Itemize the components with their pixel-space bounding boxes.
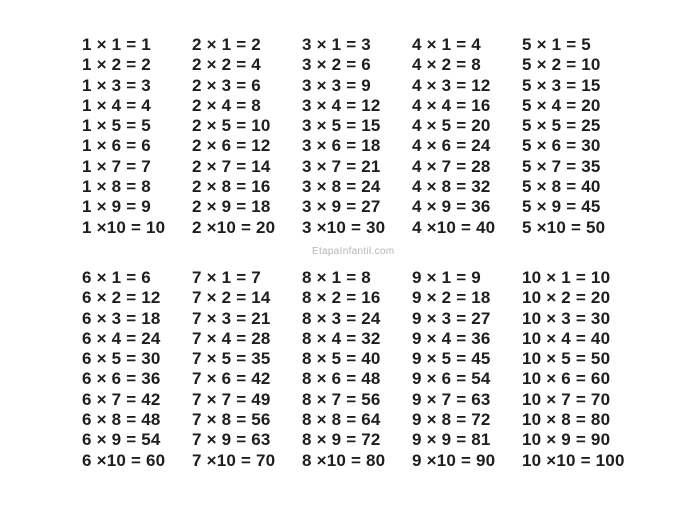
times-table-8 <box>302 268 412 471</box>
multiplication-fact: 4 × 9 = 36 <box>412 197 491 217</box>
multiplication-fact: 10 × 7 = 70 <box>522 389 611 409</box>
multiplication-fact: 1 × 5 = 5 <box>82 116 151 136</box>
multiplication-fact: 8 × 5 = 40 <box>302 349 381 369</box>
multiplication-fact: 5 × 3 = 15 <box>522 75 601 95</box>
multiplication-fact: 5 × 6 = 30 <box>522 136 601 156</box>
times-table-4 <box>412 35 522 238</box>
multiplication-fact: 1 × 3 = 3 <box>82 75 151 95</box>
multiplication-fact: 4 × 6 = 24 <box>412 136 491 156</box>
multiplication-fact: 9 ×10 = 90 <box>412 450 496 470</box>
times-table-9 <box>412 268 522 471</box>
multiplication-fact: 4 × 3 = 12 <box>412 75 491 95</box>
multiplication-fact: 7 × 2 = 14 <box>192 288 271 308</box>
multiplication-fact: 8 × 6 = 48 <box>302 369 381 389</box>
watermark: EtapaInfantil.com <box>312 246 395 257</box>
multiplication-fact: 1 × 6 = 6 <box>82 136 151 156</box>
multiplication-fact: 9 × 8 = 72 <box>412 410 491 430</box>
multiplication-fact: 5 × 8 = 40 <box>522 177 601 197</box>
multiplication-fact: 5 × 4 = 20 <box>522 95 601 115</box>
multiplication-fact: 5 × 7 = 35 <box>522 156 601 176</box>
multiplication-fact: 8 × 7 = 56 <box>302 389 381 409</box>
multiplication-fact: 6 × 8 = 48 <box>82 410 161 430</box>
multiplication-fact: 2 × 8 = 16 <box>192 177 271 197</box>
multiplication-fact: 10 × 5 = 50 <box>522 349 611 369</box>
multiplication-fact: 3 × 9 = 27 <box>302 197 381 217</box>
times-table-6 <box>82 268 192 471</box>
multiplication-fact: 5 × 1 = 5 <box>522 35 591 54</box>
multiplication-fact: 8 × 3 = 24 <box>302 308 381 328</box>
tables-block-1-to-5 <box>82 35 632 238</box>
multiplication-fact: 10 × 2 = 20 <box>522 288 611 308</box>
times-table-7 <box>192 268 302 471</box>
multiplication-fact: 3 × 2 = 6 <box>302 55 371 75</box>
multiplication-fact: 7 × 8 = 56 <box>192 410 271 430</box>
multiplication-fact: 9 × 5 = 45 <box>412 349 491 369</box>
times-table-1 <box>82 35 192 238</box>
multiplication-fact: 7 × 1 = 7 <box>192 268 261 287</box>
multiplication-fact: 10 × 9 = 90 <box>522 430 611 450</box>
times-table-10 <box>522 268 632 471</box>
multiplication-fact: 3 × 8 = 24 <box>302 177 381 197</box>
multiplication-fact: 6 ×10 = 60 <box>82 450 166 470</box>
multiplication-fact: 1 × 8 = 8 <box>82 177 151 197</box>
multiplication-fact: 7 × 7 = 49 <box>192 389 271 409</box>
multiplication-fact: 3 × 1 = 3 <box>302 35 371 54</box>
multiplication-fact: 9 × 2 = 18 <box>412 288 491 308</box>
multiplication-fact: 2 × 9 = 18 <box>192 197 271 217</box>
multiplication-fact: 2 × 4 = 8 <box>192 95 261 115</box>
multiplication-fact: 8 × 2 = 16 <box>302 288 381 308</box>
times-table-3 <box>302 35 412 238</box>
multiplication-fact: 3 × 7 = 21 <box>302 156 381 176</box>
multiplication-fact: 4 ×10 = 40 <box>412 217 496 237</box>
multiplication-fact: 8 × 9 = 72 <box>302 430 381 450</box>
multiplication-fact: 2 × 5 = 10 <box>192 116 271 136</box>
multiplication-fact: 3 × 5 = 15 <box>302 116 381 136</box>
multiplication-fact: 4 × 8 = 32 <box>412 177 491 197</box>
multiplication-fact: 6 × 3 = 18 <box>82 308 161 328</box>
multiplication-fact: 7 × 3 = 21 <box>192 308 271 328</box>
multiplication-fact: 10 ×10 = 100 <box>522 450 625 470</box>
multiplication-fact: 8 × 1 = 8 <box>302 268 371 287</box>
multiplication-fact: 5 ×10 = 50 <box>522 217 606 237</box>
multiplication-fact: 6 × 2 = 12 <box>82 288 161 308</box>
times-table-5 <box>522 35 632 238</box>
multiplication-fact: 1 ×10 = 10 <box>82 217 166 237</box>
multiplication-fact: 5 × 2 = 10 <box>522 55 601 75</box>
multiplication-fact: 9 × 9 = 81 <box>412 430 491 450</box>
multiplication-fact: 7 × 4 = 28 <box>192 328 271 348</box>
multiplication-fact: 7 × 9 = 63 <box>192 430 271 450</box>
multiplication-fact: 4 × 1 = 4 <box>412 35 481 54</box>
multiplication-fact: 1 × 1 = 1 <box>82 35 151 54</box>
multiplication-fact: 9 × 7 = 63 <box>412 389 491 409</box>
multiplication-fact: 3 × 4 = 12 <box>302 95 381 115</box>
multiplication-fact: 2 × 6 = 12 <box>192 136 271 156</box>
multiplication-fact: 4 × 2 = 8 <box>412 55 481 75</box>
multiplication-fact: 2 × 1 = 2 <box>192 35 261 54</box>
multiplication-fact: 9 × 3 = 27 <box>412 308 491 328</box>
multiplication-fact: 9 × 4 = 36 <box>412 328 491 348</box>
multiplication-fact: 6 × 6 = 36 <box>82 369 161 389</box>
times-table-2 <box>192 35 302 238</box>
multiplication-fact: 8 ×10 = 80 <box>302 450 386 470</box>
multiplication-fact: 4 × 5 = 20 <box>412 116 491 136</box>
multiplication-fact: 10 × 8 = 80 <box>522 410 611 430</box>
multiplication-fact: 9 × 6 = 54 <box>412 369 491 389</box>
multiplication-fact: 1 × 9 = 9 <box>82 197 151 217</box>
multiplication-fact: 1 × 2 = 2 <box>82 55 151 75</box>
multiplication-fact: 2 × 7 = 14 <box>192 156 271 176</box>
multiplication-fact: 10 × 6 = 60 <box>522 369 611 389</box>
multiplication-fact: 4 × 7 = 28 <box>412 156 491 176</box>
multiplication-fact: 5 × 5 = 25 <box>522 116 601 136</box>
multiplication-fact: 8 × 8 = 64 <box>302 410 381 430</box>
multiplication-fact: 7 × 5 = 35 <box>192 349 271 369</box>
multiplication-fact: 8 × 4 = 32 <box>302 328 381 348</box>
multiplication-fact: 4 × 4 = 16 <box>412 95 491 115</box>
multiplication-fact: 10 × 4 = 40 <box>522 328 611 348</box>
multiplication-fact: 2 × 3 = 6 <box>192 75 261 95</box>
multiplication-fact: 7 × 6 = 42 <box>192 369 271 389</box>
multiplication-fact: 3 × 3 = 9 <box>302 75 371 95</box>
multiplication-fact: 6 × 1 = 6 <box>82 268 151 287</box>
multiplication-fact: 1 × 4 = 4 <box>82 95 151 115</box>
multiplication-fact: 3 × 6 = 18 <box>302 136 381 156</box>
multiplication-fact: 6 × 4 = 24 <box>82 328 161 348</box>
multiplication-fact: 6 × 5 = 30 <box>82 349 161 369</box>
tables-block-6-to-10 <box>82 268 632 471</box>
multiplication-fact: 10 × 1 = 10 <box>522 268 611 287</box>
multiplication-fact: 5 × 9 = 45 <box>522 197 601 217</box>
multiplication-fact: 2 × 2 = 4 <box>192 55 261 75</box>
multiplication-fact: 2 ×10 = 20 <box>192 217 276 237</box>
multiplication-fact: 3 ×10 = 30 <box>302 217 386 237</box>
multiplication-fact: 7 ×10 = 70 <box>192 450 276 470</box>
multiplication-fact: 9 × 1 = 9 <box>412 268 481 287</box>
multiplication-fact: 1 × 7 = 7 <box>82 156 151 176</box>
multiplication-fact: 10 × 3 = 30 <box>522 308 611 328</box>
multiplication-fact: 6 × 7 = 42 <box>82 389 161 409</box>
multiplication-fact: 6 × 9 = 54 <box>82 430 161 450</box>
